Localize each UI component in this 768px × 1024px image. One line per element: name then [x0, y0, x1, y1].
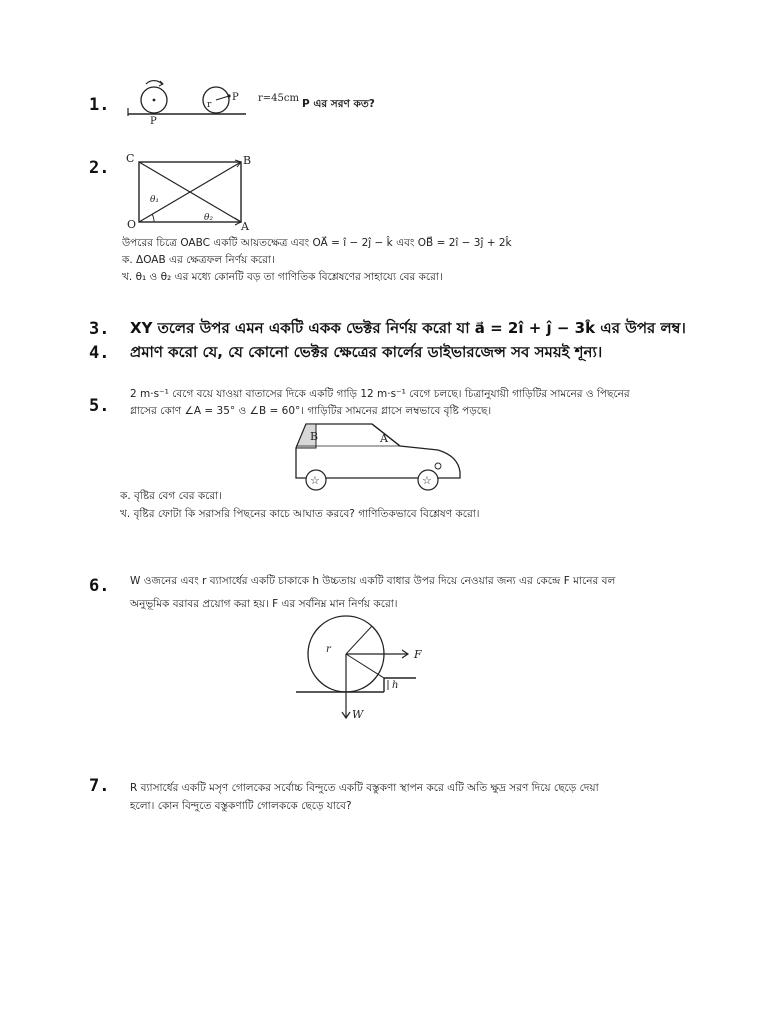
question-7-number: 7.	[89, 776, 110, 796]
question-5-part-a: ক. বৃষ্টির বেগ বের করো।	[120, 490, 222, 502]
car-diagram	[288, 418, 468, 494]
question-3-text: XY তলের উপর এমন একটি একক ভেক্টর নির্ণয় করো যা a⃗ = 2î + ĵ − 3k̂ এর উপর লম্ব।	[130, 319, 686, 337]
question-6-number: 6.	[89, 576, 110, 596]
question-3-number: 3.	[89, 319, 110, 339]
question-1-number: 1.	[89, 95, 110, 115]
svg-text:☆: ☆	[310, 474, 320, 487]
label-h: h	[392, 680, 399, 691]
label-c: C	[126, 152, 135, 165]
label-f: F	[414, 648, 422, 661]
label-b: B	[310, 430, 319, 443]
label-o: O	[127, 218, 137, 231]
question-2-part-b: খ. θ₁ ও θ₂ এর মধ্যে কোনটি বড় তা গাণিতিক বিশ্লেষণের সাহায্যে বের করো।	[122, 271, 443, 283]
radius-label: r=45cm	[258, 93, 299, 104]
question-6-line2: অনুভূমিক বরাবর প্রয়োগ করা হয়। F এর সর্বনিম্ন মান নির্ণয় করো।	[130, 598, 398, 610]
rolling-wheel-diagram	[120, 78, 260, 126]
question-5-number: 5.	[89, 396, 110, 416]
svg-text:☆: ☆	[422, 474, 432, 487]
label-w: W	[352, 708, 364, 721]
question-4-text: প্রমাণ করো যে, যে কোনো ভেক্টর ক্ষেত্রের কার্লের ডাইভারজেন্স সব সময়ই শূন্য।	[130, 343, 603, 361]
label-theta2: θ₂	[204, 213, 214, 223]
label-theta1: θ₁	[150, 195, 160, 205]
question-5-part-b: খ. বৃষ্টির ফোটা কি সরাসরি পিছনের কাচে আঘাত করবে? গাণিতিকভাবে বিশ্লেষণ করো।	[120, 508, 480, 520]
wheel-step-diagram	[296, 612, 436, 724]
label-r: r	[207, 100, 212, 110]
label-p-bottom: P	[150, 116, 157, 127]
label-b: B	[243, 154, 252, 167]
question-5-line1: 2 m·s⁻¹ বেগে বয়ে যাওয়া বাতাসের দিকে একটি গাড়ি 12 m·s⁻¹ বেগে চলছে। চিত্রানুযায়ী গাড়িটির সামনের ও পিছনের	[130, 388, 630, 400]
rectangle-oabc-diagram	[122, 152, 257, 234]
label-a: A	[380, 432, 388, 445]
question-2-number: 2.	[89, 158, 110, 178]
label-p-top: P	[232, 92, 239, 103]
question-6-line1: W ওজনের এবং r ব্যাসার্ধের একটি চাকাকে h উচ্চতায় একটি বাধার উপর দিয়ে নেওয়ার জন্য এর কেন্দ্রে F মানের বল	[130, 575, 616, 587]
label-r: r	[326, 644, 331, 655]
question-7-line2: হলো। কোন বিন্দুতে বস্তুকণাটি গোলককে ছেড়ে যাবে?	[130, 800, 352, 812]
question-2-statement: উপরের চিত্রে OABC একটি আয়তক্ষেত্র এবং OA⃗ = î − 2ĵ − k̂ এবং OB⃗ = 2î − 3ĵ + 2k̂	[122, 237, 512, 249]
question-4-number: 4.	[89, 343, 110, 363]
question-1-text: P এর সরণ কত?	[302, 98, 375, 110]
question-5-line2: গ্লাসের কোণ ∠A = 35° ও ∠B = 60°। গাড়িটির সামনের গ্লাসে লম্বভাবে বৃষ্টি পড়ছে।	[130, 405, 492, 417]
label-a: A	[241, 220, 249, 233]
question-2-part-a: ক. ΔOAB এর ক্ষেত্রফল নির্ণয় করো।	[122, 254, 275, 266]
question-7-line1: R ব্যাসার্ধের একটি মসৃণ গোলকের সর্বোচ্চ বিন্দুতে একটি বস্তুকণা স্থাপন করে এটি অতি ক্ষুদ্র সরণ দিয়ে ছেড়ে দেয়া	[130, 782, 599, 794]
